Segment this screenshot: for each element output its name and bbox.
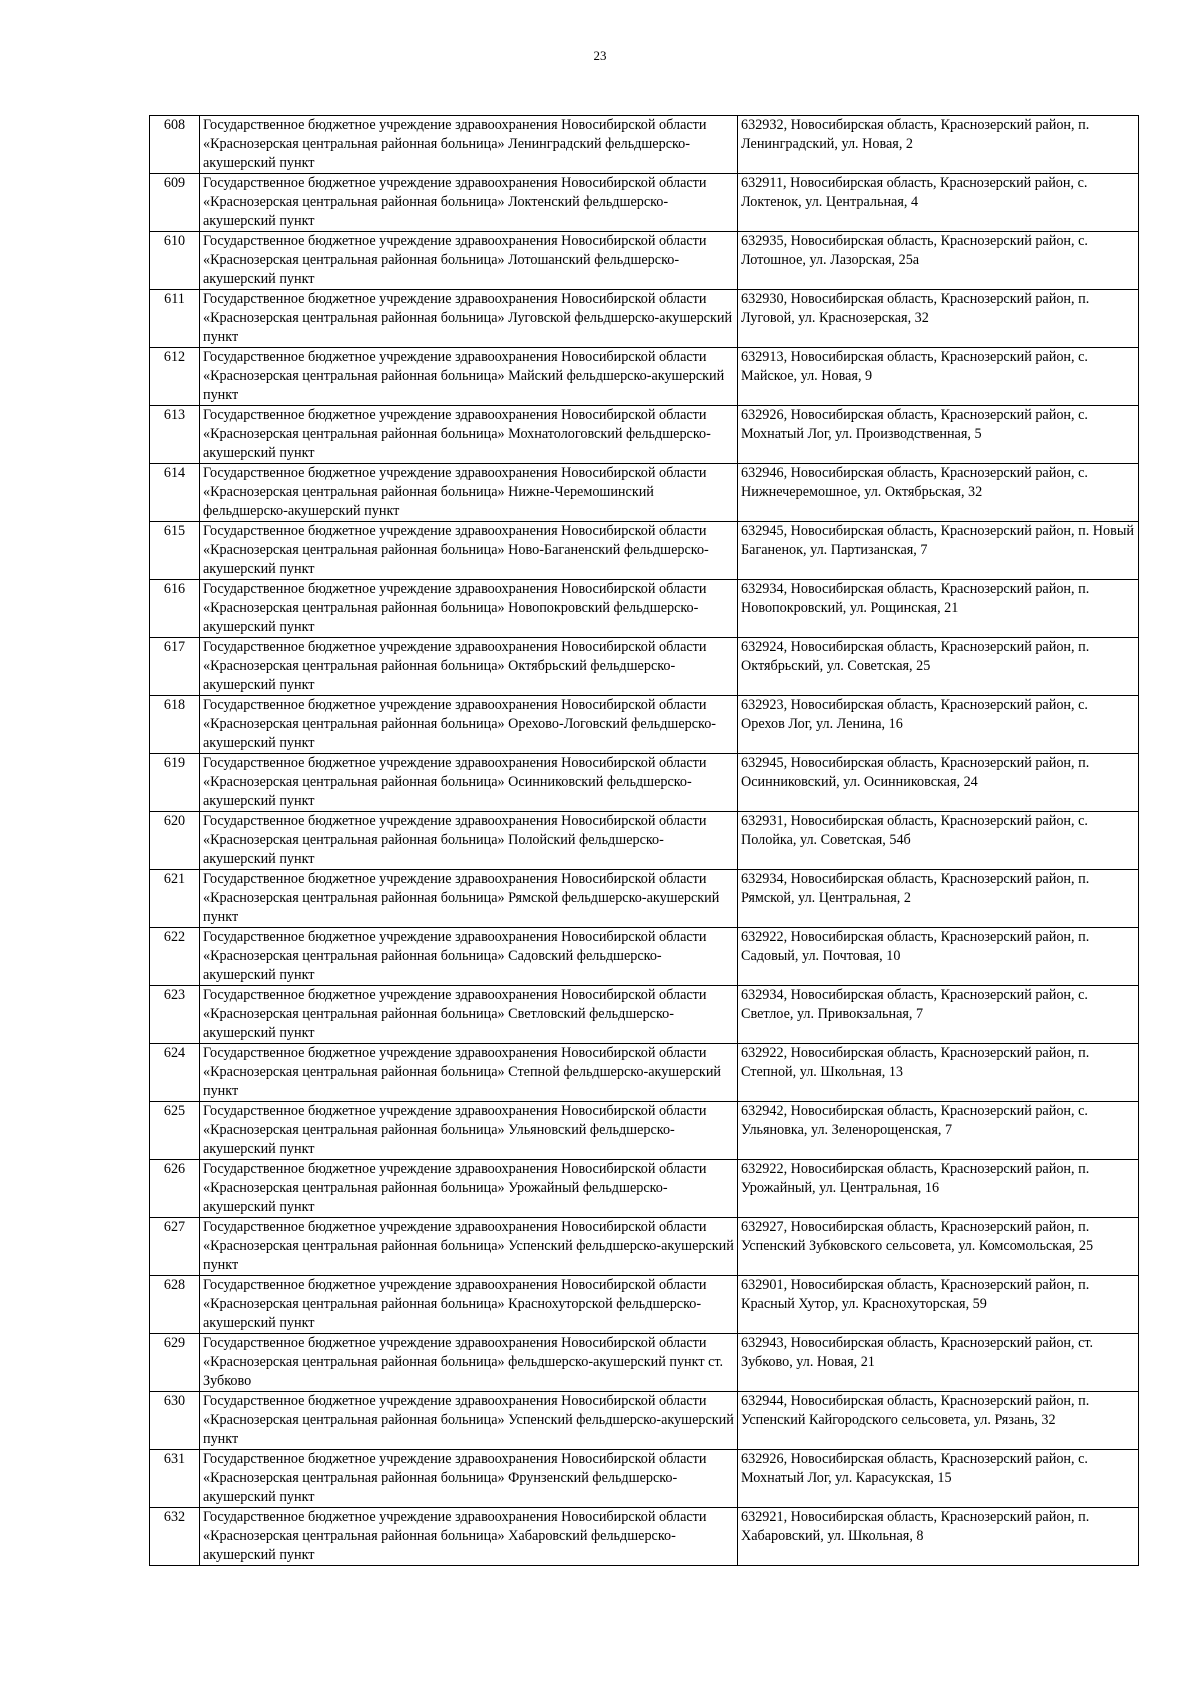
table-row [150, 174, 1139, 232]
row-number: 617 [150, 638, 200, 696]
facility-name: Государственное бюджетное учреждение здравоохранения Новосибирской области «Краснозерская центральная районная больница» Нижне-Черемошинский фельдшерско-акушерский пункт [200, 464, 738, 522]
facility-address: 632901, Новосибирская область, Краснозерский район, п. Красный Хутор, ул. Краснохуторская, 59 [738, 1276, 1139, 1334]
row-number: 612 [150, 348, 200, 406]
facility-address: 632924, Новосибирская область, Краснозерский район, п. Октябрьский, ул. Советская, 25 [738, 638, 1139, 696]
table-row [150, 116, 1139, 174]
row-number: 609 [150, 174, 200, 232]
facility-name: Государственное бюджетное учреждение здравоохранения Новосибирской области «Краснозерская центральная районная больница» Ленинградский фельдшерско-акушерский пункт [200, 116, 738, 174]
facility-address: 632927, Новосибирская область, Краснозерский район, п. Успенский Зубковского сельсовета, ул. Комсомольская, 25 [738, 1218, 1139, 1276]
table-row [150, 1044, 1139, 1102]
table-row [150, 1160, 1139, 1218]
facility-name: Государственное бюджетное учреждение здравоохранения Новосибирской области «Краснозерская центральная районная больница» Успенский фельдшерско-акушерский пункт [200, 1392, 738, 1450]
page-number: 23 [593, 48, 607, 63]
facility-address: 632931, Новосибирская область, Краснозерский район, с. Полойка, ул. Советская, 54б [738, 812, 1139, 870]
facility-name: Государственное бюджетное учреждение здравоохранения Новосибирской области «Краснозерская центральная районная больница» фельдшерско-акушерский пункт ст. Зубково [200, 1334, 738, 1392]
table-row [150, 1508, 1139, 1566]
facility-name: Государственное бюджетное учреждение здравоохранения Новосибирской области «Краснозерская центральная районная больница» Фрунзенский фельдшерско-акушерский пункт [200, 1450, 738, 1508]
table-row [150, 870, 1139, 928]
facility-address: 632945, Новосибирская область, Краснозерский район, п. Новый Баганенок, ул. Партизанская, 7 [738, 522, 1139, 580]
table-row [150, 406, 1139, 464]
row-number: 620 [150, 812, 200, 870]
facility-address: 632946, Новосибирская область, Краснозерский район, с. Нижнечеремошное, ул. Октябрьская, 32 [738, 464, 1139, 522]
facility-name: Государственное бюджетное учреждение здравоохранения Новосибирской области «Краснозерская центральная районная больница» Мохнатологовский фельдшерско-акушерский пункт [200, 406, 738, 464]
table-row [150, 1102, 1139, 1160]
facility-address: 632930, Новосибирская область, Краснозерский район, п. Луговой, ул. Краснозерская, 32 [738, 290, 1139, 348]
facility-address: 632911, Новосибирская область, Краснозерский район, с. Локтенок, ул. Центральная, 4 [738, 174, 1139, 232]
row-number: 625 [150, 1102, 200, 1160]
table-row [150, 1392, 1139, 1450]
facility-address: 632934, Новосибирская область, Краснозерский район, с. Светлое, ул. Привокзальная, 7 [738, 986, 1139, 1044]
facility-name: Государственное бюджетное учреждение здравоохранения Новосибирской области «Краснозерская центральная районная больница» Осинниковский фельдшерско-акушерский пункт [200, 754, 738, 812]
table-row [150, 348, 1139, 406]
facility-name: Государственное бюджетное учреждение здравоохранения Новосибирской области «Краснозерская центральная районная больница» Хабаровский фельдшерско-акушерский пункт [200, 1508, 738, 1566]
table-row [150, 638, 1139, 696]
row-number: 623 [150, 986, 200, 1044]
row-number: 631 [150, 1450, 200, 1508]
facility-address: 632945, Новосибирская область, Краснозерский район, п. Осинниковский, ул. Осинниковская, 24 [738, 754, 1139, 812]
table-row [150, 1218, 1139, 1276]
facility-name: Государственное бюджетное учреждение здравоохранения Новосибирской области «Краснозерская центральная районная больница» Лотошанский фельдшерско-акушерский пункт [200, 232, 738, 290]
facility-address: 632926, Новосибирская область, Краснозерский район, с. Мохнатый Лог, ул. Карасукская, 15 [738, 1450, 1139, 1508]
table-row [150, 1450, 1139, 1508]
facility-address: 632943, Новосибирская область, Краснозерский район, ст. Зубково, ул. Новая, 21 [738, 1334, 1139, 1392]
facility-address: 632921, Новосибирская область, Краснозерский район, п. Хабаровский, ул. Школьная, 8 [738, 1508, 1139, 1566]
row-number: 611 [150, 290, 200, 348]
facility-name: Государственное бюджетное учреждение здравоохранения Новосибирской области «Краснозерская центральная районная больница» Октябрьский фельдшерско-акушерский пункт [200, 638, 738, 696]
row-number: 614 [150, 464, 200, 522]
facility-name: Государственное бюджетное учреждение здравоохранения Новосибирской области «Краснозерская центральная районная больница» Успенский фельдшерско-акушерский пункт [200, 1218, 738, 1276]
table-row [150, 464, 1139, 522]
row-number: 632 [150, 1508, 200, 1566]
row-number: 624 [150, 1044, 200, 1102]
facility-name: Государственное бюджетное учреждение здравоохранения Новосибирской области «Краснозерская центральная районная больница» Степной фельдшерско-акушерский пункт [200, 1044, 738, 1102]
table-row [150, 928, 1139, 986]
table-row [150, 1334, 1139, 1392]
facility-name: Государственное бюджетное учреждение здравоохранения Новосибирской области «Краснозерская центральная районная больница» Новопокровский фельдшерско-акушерский пункт [200, 580, 738, 638]
row-number: 622 [150, 928, 200, 986]
facility-name: Государственное бюджетное учреждение здравоохранения Новосибирской области «Краснозерская центральная районная больница» Майский фельдшерско-акушерский пункт [200, 348, 738, 406]
facility-address: 632932, Новосибирская область, Краснозерский район, п. Ленинградский, ул. Новая, 2 [738, 116, 1139, 174]
row-number: 613 [150, 406, 200, 464]
facility-address: 632934, Новосибирская область, Краснозерский район, п. Рямской, ул. Центральная, 2 [738, 870, 1139, 928]
facility-name: Государственное бюджетное учреждение здравоохранения Новосибирской области «Краснозерская центральная районная больница» Орехово-Логовский фельдшерско-акушерский пункт [200, 696, 738, 754]
row-number: 618 [150, 696, 200, 754]
facility-address: 632913, Новосибирская область, Краснозерский район, с. Майское, ул. Новая, 9 [738, 348, 1139, 406]
facility-address: 632942, Новосибирская область, Краснозерский район, с. Ульяновка, ул. Зеленорощенская, 7 [738, 1102, 1139, 1160]
facility-name: Государственное бюджетное учреждение здравоохранения Новосибирской области «Краснозерская центральная районная больница» Полойский фельдшерско-акушерский пункт [200, 812, 738, 870]
row-number: 628 [150, 1276, 200, 1334]
facility-address: 632922, Новосибирская область, Краснозерский район, п. Садовый, ул. Почтовая, 10 [738, 928, 1139, 986]
facility-name: Государственное бюджетное учреждение здравоохранения Новосибирской области «Краснозерская центральная районная больница» Луговской фельдшерско-акушерский пункт [200, 290, 738, 348]
table-row [150, 812, 1139, 870]
facility-name: Государственное бюджетное учреждение здравоохранения Новосибирской области «Краснозерская центральная районная больница» Ульяновский фельдшерско-акушерский пункт [200, 1102, 738, 1160]
facility-name: Государственное бюджетное учреждение здравоохранения Новосибирской области «Краснозерская центральная районная больница» Урожайный фельдшерско-акушерский пункт [200, 1160, 738, 1218]
facility-name: Государственное бюджетное учреждение здравоохранения Новосибирской области «Краснозерская центральная районная больница» Светловский фельдшерско-акушерский пункт [200, 986, 738, 1044]
row-number: 621 [150, 870, 200, 928]
facility-name: Государственное бюджетное учреждение здравоохранения Новосибирской области «Краснозерская центральная районная больница» Краснохуторской фельдшерско-акушерский пункт [200, 1276, 738, 1334]
facility-name: Государственное бюджетное учреждение здравоохранения Новосибирской области «Краснозерская центральная районная больница» Локтенский фельдшерско-акушерский пункт [200, 174, 738, 232]
row-number: 616 [150, 580, 200, 638]
row-number: 630 [150, 1392, 200, 1450]
table-row [150, 1276, 1139, 1334]
table-row [150, 232, 1139, 290]
table-row [150, 754, 1139, 812]
facility-address: 632922, Новосибирская область, Краснозерский район, п. Степной, ул. Школьная, 13 [738, 1044, 1139, 1102]
facility-address: 632934, Новосибирская область, Краснозерский район, п. Новопокровский, ул. Рощинская, 21 [738, 580, 1139, 638]
row-number: 629 [150, 1334, 200, 1392]
facility-name: Государственное бюджетное учреждение здравоохранения Новосибирской области «Краснозерская центральная районная больница» Ново-Баганенский фельдшерско-акушерский пункт [200, 522, 738, 580]
facility-address: 632923, Новосибирская область, Краснозерский район, с. Орехов Лог, ул. Ленина, 16 [738, 696, 1139, 754]
facility-name: Государственное бюджетное учреждение здравоохранения Новосибирской области «Краснозерская центральная районная больница» Рямской фельдшерско-акушерский пункт [200, 870, 738, 928]
row-number: 608 [150, 116, 200, 174]
row-number: 610 [150, 232, 200, 290]
facility-address: 632926, Новосибирская область, Краснозерский район, с. Мохнатый Лог, ул. Производственная, 5 [738, 406, 1139, 464]
row-number: 626 [150, 1160, 200, 1218]
row-number: 615 [150, 522, 200, 580]
table-row [150, 696, 1139, 754]
table-row [150, 522, 1139, 580]
facility-address: 632922, Новосибирская область, Краснозерский район, п. Урожайный, ул. Центральная, 16 [738, 1160, 1139, 1218]
row-number: 619 [150, 754, 200, 812]
table-row [150, 580, 1139, 638]
table-body [150, 116, 1139, 1566]
medical-facilities-table [149, 115, 1139, 1566]
facility-name: Государственное бюджетное учреждение здравоохранения Новосибирской области «Краснозерская центральная районная больница» Садовский фельдшерско-акушерский пункт [200, 928, 738, 986]
facility-address: 632944, Новосибирская область, Краснозерский район, п. Успенский Кайгородского сельсовета, ул. Рязань, 32 [738, 1392, 1139, 1450]
facility-address: 632935, Новосибирская область, Краснозерский район, с. Лотошное, ул. Лазорская, 25а [738, 232, 1139, 290]
table-row [150, 986, 1139, 1044]
row-number: 627 [150, 1218, 200, 1276]
table-row [150, 290, 1139, 348]
